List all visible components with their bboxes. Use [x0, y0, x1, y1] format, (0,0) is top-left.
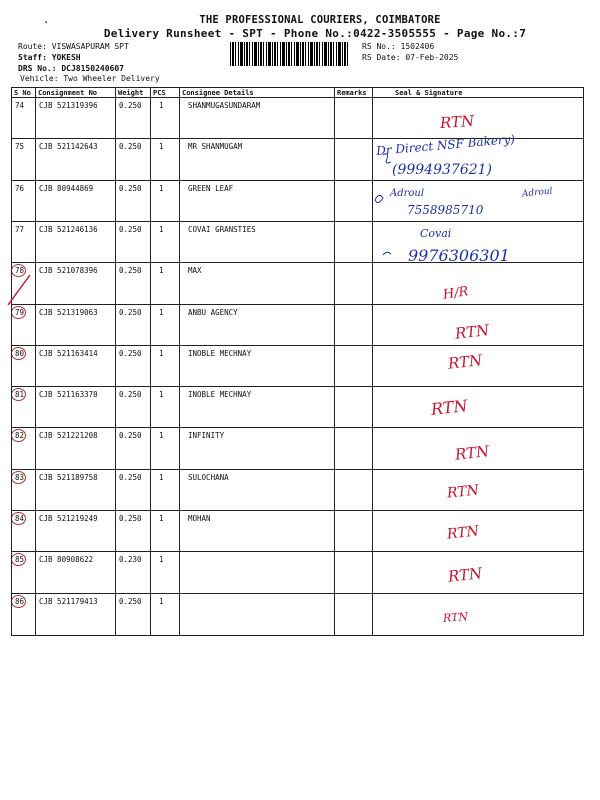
row-consignee: ANBU AGENCY	[180, 305, 335, 346]
rs-number: RS No.: 1502406	[362, 42, 435, 51]
row-pcs: 1	[151, 428, 180, 469]
row-weight: 0.250	[116, 594, 151, 635]
row-sno-value: 81	[15, 390, 25, 400]
handwritten-hr: H/R	[442, 284, 470, 303]
row-pcs: 1	[151, 346, 180, 387]
row-pcs: 1	[151, 305, 180, 346]
row-pcs: 1	[151, 594, 180, 635]
route-label: Route: VISWASAPURAM SPT	[18, 42, 129, 51]
handwritten-signature: Adroul	[521, 186, 554, 200]
row-pcs: 1	[151, 222, 180, 263]
row-weight: 0.250	[116, 181, 151, 222]
row-weight: 0.250	[116, 222, 151, 263]
row-sno-value: 80	[15, 348, 25, 358]
handwritten-note: Adroul	[390, 188, 425, 199]
row-consignee: COVAI GRANSTIES	[180, 222, 335, 263]
handwritten-rtn: RTN	[430, 396, 469, 419]
handwritten-note: Dr Direct NSF Bakery)	[375, 131, 516, 159]
row-consignment: CJB 521163370	[36, 387, 116, 428]
row-sno: 75	[11, 139, 36, 180]
handwritten-rtn: RTN	[454, 442, 491, 464]
row-pcs: 1	[151, 470, 180, 511]
header-pcs: PCS	[151, 88, 180, 98]
row-consignment: CJB 521246136	[36, 222, 116, 263]
row-weight: 0.250	[116, 139, 151, 180]
runsheet-subtitle: Delivery Runsheet - SPT - Phone No.:0422-3505555 - Page No.:7	[103, 27, 527, 40]
handwritten-rtn: RTN	[446, 482, 480, 502]
row-consignee: MOHAN	[180, 511, 335, 552]
handwritten-phone: 7558985710	[407, 203, 484, 217]
row-weight: 0.250	[116, 263, 151, 304]
row-consignment: CJB 521142643	[36, 139, 116, 180]
row-weight: 0.250	[116, 470, 151, 511]
row-weight: 0.230	[116, 552, 151, 593]
pen-stroke-scribble	[383, 252, 391, 255]
row-consignee: SHANMUGASUNDARAM	[180, 98, 335, 139]
row-consignment: CJB 80908622	[36, 552, 116, 593]
company-title: THE PROFESSIONAL COURIERS, COIMBATORE	[199, 14, 441, 26]
row-weight: 0.250	[116, 428, 151, 469]
rs-date: RS Date: 07-Feb-2025	[362, 53, 459, 62]
header-remarks: Remarks	[335, 88, 373, 98]
row-pcs: 1	[151, 511, 180, 552]
row-consignee: INFINITY	[180, 428, 335, 469]
row-sno-value: 78	[15, 266, 25, 276]
row-sno-value: 82	[15, 431, 25, 441]
header-consignee: Consignee Details	[180, 88, 335, 98]
row-consignment: CJB 521319063	[36, 305, 116, 346]
row-weight: 0.250	[116, 511, 151, 552]
row-consignment: CJB 521163414	[36, 346, 116, 387]
row-consignment: CJB 521189758	[36, 470, 116, 511]
row-pcs: 1	[151, 263, 180, 304]
handwritten-rtn: RTN	[447, 564, 484, 586]
handwritten-rtn: RTN	[447, 351, 484, 373]
row-sno-value: 83	[15, 472, 25, 482]
header-weight: Weight	[116, 88, 151, 98]
row-consignment: CJB 521219249	[36, 511, 116, 552]
staff-label: Staff: YOKESH	[18, 53, 81, 62]
row-pcs: 1	[151, 181, 180, 222]
row-sno-value: 86	[15, 596, 25, 606]
row-consignee: MR SHANMUGAM	[180, 139, 335, 180]
row-consignee: GREEN LEAF	[180, 181, 335, 222]
header-seal: Seal & Signature	[373, 88, 584, 98]
row-pcs: 1	[151, 139, 180, 180]
row-consignee: MAX	[180, 263, 335, 304]
row-consignment: CJB 521078396	[36, 263, 116, 304]
row-pcs: 1	[151, 98, 180, 139]
handwritten-rtn: RTN	[446, 523, 480, 543]
row-consignee: SULOCHANA	[180, 470, 335, 511]
row-consignment: CJB 521319396	[36, 98, 116, 139]
handwritten-phone: (9994937621)	[392, 162, 492, 178]
row-consignment: CJB 521221208	[36, 428, 116, 469]
handwritten-rtn: RTN	[439, 111, 475, 133]
pen-stroke-scribble	[383, 154, 391, 163]
row-weight: 0.250	[116, 305, 151, 346]
row-consignment: CJB 80944869	[36, 181, 116, 222]
header-consignment: Consignment No	[36, 88, 116, 98]
row-sno: 74	[11, 98, 36, 139]
handwritten-rtn: RTN	[442, 610, 469, 625]
handwritten-rtn: RTN	[454, 321, 491, 343]
row-sno-value: 79	[15, 307, 25, 317]
row-sno: 76	[11, 181, 36, 222]
row-weight: 0.250	[116, 387, 151, 428]
row-consignment: CJB 521179413	[36, 594, 116, 635]
row-weight: 0.250	[116, 98, 151, 139]
pen-stroke-scribble	[375, 195, 383, 202]
pen-stroke-slash	[8, 275, 30, 305]
row-pcs: 1	[151, 387, 180, 428]
row-weight: 0.250	[116, 346, 151, 387]
row-consignee: INOBLE MECHNAY	[180, 346, 335, 387]
row-pcs: 1	[151, 552, 180, 593]
row-sno-value: 84	[15, 514, 25, 524]
row-consignee: INOBLE MECHNAY	[180, 387, 335, 428]
vehicle-label: Vehicle: Two Wheeler Delivery	[20, 74, 160, 83]
handwritten-signature: Covai	[420, 227, 452, 240]
row-sno-value: 85	[15, 555, 25, 565]
corner-mark: ✦	[44, 18, 49, 26]
drs-number: DRS No.: DCJ8150240607	[18, 64, 124, 73]
header-sno: S No	[11, 88, 36, 98]
row-sno: 77	[11, 222, 36, 263]
handwritten-phone: 9976306301	[408, 246, 510, 265]
